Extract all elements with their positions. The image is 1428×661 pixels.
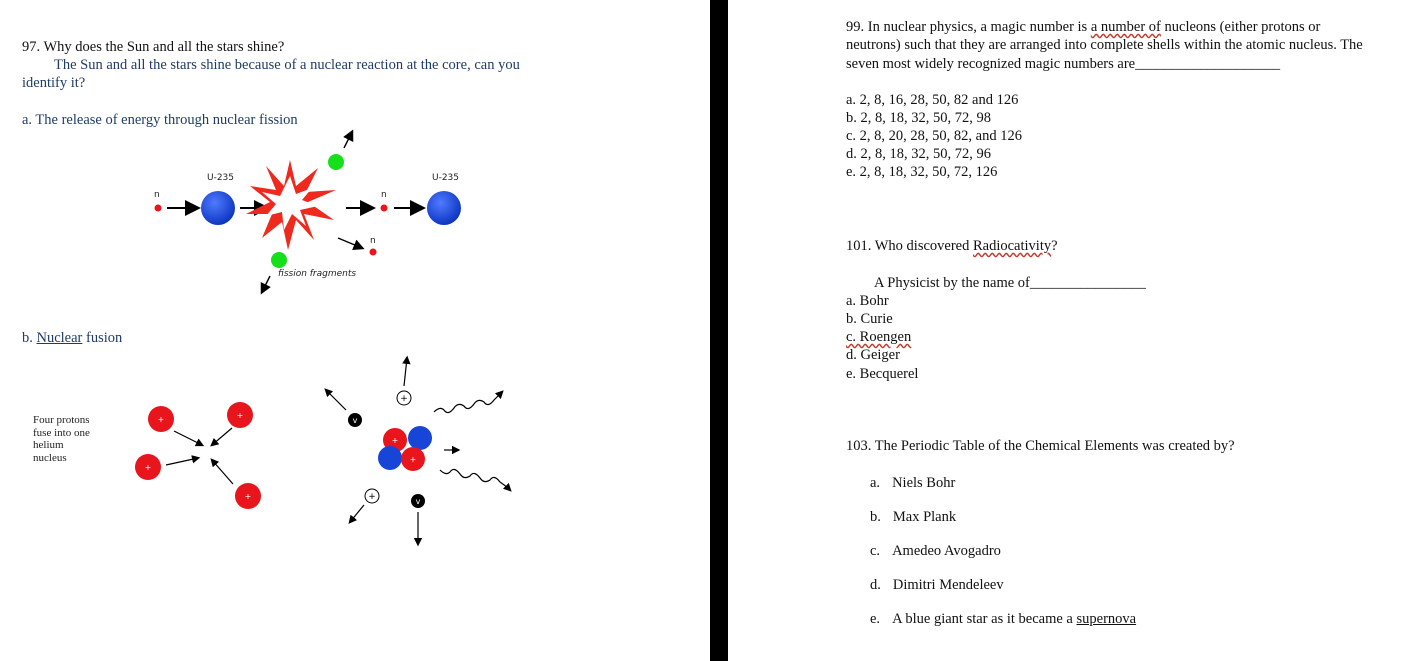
neutron-label-1: n <box>154 190 160 200</box>
q101-option-e: e. Becquerel <box>846 366 919 382</box>
page-gutter <box>710 0 728 661</box>
proton-1 <box>148 406 174 432</box>
q103-option-e: e. A blue giant star as it became a supernova <box>870 611 1137 627</box>
svg-text:+: + <box>236 411 244 420</box>
svg-text:+: + <box>144 463 152 472</box>
q99-option-d: d. 2, 8, 18, 32, 50, 72, 96 <box>846 146 991 162</box>
q99-line2: neutrons) such that they are arranged into complete shells within the atomic nucleus. The <box>846 37 1363 53</box>
q99-option-c: c. 2, 8, 20, 28, 50, 82, and 126 <box>846 128 1022 144</box>
helium-nucleus <box>378 426 432 471</box>
q97-option-a: a. The release of energy through nuclear fission <box>22 112 298 128</box>
q99-option-e: e. 2, 8, 18, 32, 50, 72, 126 <box>846 164 998 180</box>
u235-label-left: U-235 <box>207 173 235 183</box>
q97-question: 97. Why does the Sun and all the stars shine? <box>22 39 285 55</box>
positron-top <box>397 391 411 405</box>
fusion-caption: Four protons fuse into one helium nucleus <box>33 414 90 464</box>
svg-text:v: v <box>415 497 421 506</box>
q99-line3: seven most widely recognized magic numbers are____________________ <box>846 56 1281 72</box>
gamma-top <box>434 392 502 413</box>
neutron-label-2: n <box>381 190 387 200</box>
fragments-label: fission fragments <box>278 269 357 279</box>
proton-2 <box>227 402 253 428</box>
neutrino-bottom <box>411 494 425 508</box>
neutron-label-3: n <box>370 236 376 246</box>
svg-text:+: + <box>244 492 252 501</box>
left-page <box>0 0 710 661</box>
gamma-bottom <box>440 469 510 490</box>
svg-text:+: + <box>368 492 376 502</box>
q101-blank: ________________ <box>1029 275 1146 291</box>
svg-text:+: + <box>157 415 165 424</box>
fusion-graphic <box>0 0 710 661</box>
q101-option-c: c. Roengen <box>846 329 912 345</box>
nuclear-word: Nuclear <box>36 330 83 346</box>
proton-4 <box>235 483 261 509</box>
svg-text:+: + <box>409 455 417 464</box>
q97-stem-line2: identify it? <box>22 75 86 91</box>
supernova-link[interactable]: supernova <box>1076 611 1137 627</box>
q99-blank: ____________________ <box>1135 56 1281 72</box>
q99-wavy-phrase: a number of <box>1090 19 1161 35</box>
q99-option-b: b. 2, 8, 18, 32, 50, 72, 98 <box>846 110 991 126</box>
u235-label-right: U-235 <box>432 173 460 183</box>
q103-option-a: a. Niels Bohr <box>870 475 956 491</box>
svg-text:v: v <box>352 416 358 425</box>
positron-bottom <box>365 489 379 503</box>
q101-option-a: a. Bohr <box>846 293 889 309</box>
q101-option-b: b. Curie <box>846 311 893 327</box>
right-page <box>728 0 1428 661</box>
q99-option-a: a. 2, 8, 16, 28, 50, 82 and 126 <box>846 92 1019 108</box>
q101-question: 101. Who discovered Radiocativity? <box>846 238 1058 254</box>
svg-text:+: + <box>400 394 408 404</box>
q103-question: 103. The Periodic Table of the Chemical Elements was created by? <box>846 438 1235 454</box>
q97-option-b: b. Nuclear fusion <box>22 330 123 346</box>
neutrino-top <box>348 413 362 427</box>
svg-text:+: + <box>391 436 399 445</box>
q101-misspelled-word: Radiocativity <box>972 238 1052 254</box>
q103-option-c: c. Amedeo Avogadro <box>870 543 1001 559</box>
q99-line1: 99. In nuclear physics, a magic number is a number of nucleons (either protons or <box>846 19 1321 35</box>
q101-option-d: d. Geiger <box>846 347 900 363</box>
q103-option-b: b. Max Plank <box>870 509 957 525</box>
q97-stem-line1: The Sun and all the stars shine because of a nuclear reaction at the core, can you <box>54 57 520 73</box>
q103-option-d: d. Dimitri Mendeleev <box>870 577 1004 593</box>
proton-3 <box>135 454 161 480</box>
q101-stem: A Physicist by the name of________________ <box>874 275 1146 291</box>
